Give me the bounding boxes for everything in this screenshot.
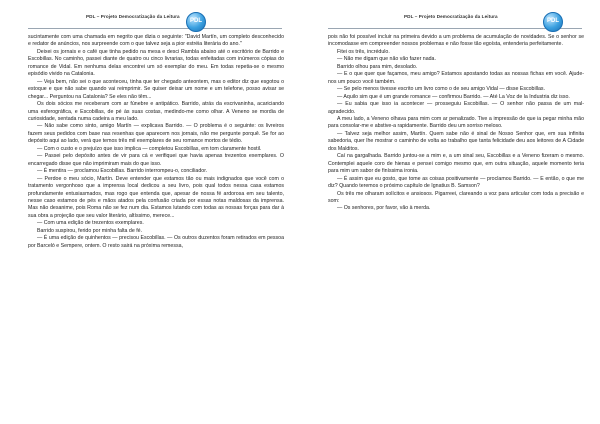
logo-text: PDL — [190, 18, 202, 24]
page-body — [28, 34, 284, 418]
paragraph: Barrido olhou para mim, desolado. — [337, 63, 418, 70]
paragraph: — É mentira — proclamou Escobillas. Barrido interrompeu-o, conciliador. — [37, 168, 208, 175]
paragraph: Barrido suspirou, ferido por minha falta de fé. — [37, 227, 143, 234]
paragraph: A meu lado, a Veneno olhava para mim com ar penalizado. Tive a impressão de que ia pegar minha mão para consolar-me e abstive-a rapidamente. Barrido deu um sorriso meloso. — [328, 115, 584, 130]
paragraph: — É assim que eu gosto, que tome as coisas positivamente — proclamou Barrido. — E então, o que me diz? Quando teremos o próximo capítulo de Ignatius B. Samson? — [328, 175, 584, 190]
paragraph: — Os senhores, por favor, vão à merda. — [337, 205, 431, 212]
paragraph: — Passei pelo depósito antes de vir para cá e verifiquei que havia apenas trezentos exemplares. O encarregado disse que não imprimiram mais do que isso. — [28, 153, 284, 167]
paragraph: — Talvez seja melhor assim, Martín. Quem sabe não é sinal de Nosso Senhor que, em sua infinita sabedoria, quer lhe mostrar o caminho de volta ao trabalho que tanta felicidade deu aos leitores de A Cidade dos Malditos. — [328, 130, 584, 152]
paragraph: Fitei os três, incrédulo. — [337, 48, 390, 55]
logo-text: PDL — [547, 18, 559, 24]
paragraph: — Não me digam que não vão fazer nada. — [337, 56, 436, 63]
header-title: PDL – Projeto Democratização da Leitura — [404, 14, 498, 19]
right-page — [300, 0, 600, 424]
paragraph: sucintamente com uma chamada em negrito que dizia o seguinte: "David Martín, um completo desconhecido e redator de anúncios, nos surpreende com o que talvez seja a pior estréia literária do ano." — [28, 34, 284, 48]
paragraph: pois não foi possível incluir na primeira devido a um problema de acumulação de novidades. Se o senhor se incomodasse em compreender nossos problemas e não fosse tão egoísta, entenderia perfeitamente. — [328, 34, 584, 48]
page-body — [328, 34, 584, 418]
paragraph: — Com uma edição de trezentos exemplares. — [37, 220, 144, 227]
pdl-logo-icon — [543, 12, 563, 32]
paragraph: — Perdoe o meu sócio, Martín. Deve entender que estamos tão ou mais indignados que você com o tratamento vergonhoso que a imprensa local dedicou a seu livro, pois qual todos nessa casa estamos profundamente entusiasmados, mas rogo que entenda que, apesar de nossa fé ardorosa em seu talento, nesse caso estamos de pés e mãos atados pela confusão criada por essas notas maldosas da imprensa. Mas não desanime, pois Roma não se fez num dia. Estamos lutando com todas as nossas forças para dar à sua obra a projeção que seu valor literário, altíssimo, merece... — [28, 175, 284, 219]
paragraph: — Não sabe como sinto, amigo Martín — explicava Barrido. — O problema é o seguinte: os livreiros fazem seus pedidos com base nas resenhas que aparecem nos jornais, não me pergunte porquê. Se for ao depósito aqui ao lado, verá que temos três mil exemplares de seu romance mortos de tédio. — [28, 123, 284, 145]
paragraph: Caí na gargalhada. Barrido juntou-se a mim e, a um sinal seu, Escobillas e a Veneno fizeram o mesmo. Contemplei aquele coro de hienas e pensei comigo mesmo que, em outra situação, aquele momento teria para mim um sabor de finíssima ironia. — [328, 153, 584, 175]
paragraph: Deixei os jornais e o café que tinha pedido na mesa e desci Rambla abaixo até o escritório de Barrido e Escobillas. No caminho, passei diante de quatro ou cinco livrarias, todas enfeitadas com inúmeros cópias do romance de Vidal. Em nenhuma delas encontrei um só exemplar do meu. Em todas repetia-se o mesmo episódio vivido na Catalonia. — [28, 48, 284, 78]
pdl-logo-icon — [186, 12, 206, 32]
paragraph: — Com o custo e o prejuízo que isso implica — completou Escobillas, em tom claramente hostil. — [37, 145, 262, 152]
paragraph: — E o que quer que façamos, meu amigo? Estamos apostando todas as nossas fichas em você. Ajude-nos um pouco você também. — [328, 71, 584, 85]
paragraph: — Aquilo sim que é um grande romance — confirmou Barrido. — Até La Voz de la Industria diz isso. — [337, 93, 570, 100]
paragraph: — É uma edição de quinhentos — precisou Escobillas. — Os outros duzentos foram retirados em pessoa por Barceló e Sempere, ontem. O resto sairá na próxima remessa, — [28, 235, 284, 249]
header-title: PDL – Projeto Democratização da Leitura — [86, 14, 180, 19]
paragraph: — Se pelo menos tivesse escrito um livro como o de seu amigo Vidal — disse Escobillas. — [337, 86, 545, 93]
paragraph: — Veja bem, não sei o que aconteceu, tinha que ter chegado anteontem, mas o editor diz que esgotou o estoque e que não sabe quando vai reimprimir. Se quiser deixar um nome e um telefone, posso avisar se chegar... Perguntou na Catalonia? Se eles não têm... — [28, 78, 284, 100]
page-header — [328, 10, 582, 29]
page-header — [28, 10, 282, 29]
paragraph: — Eu sabia que isso ia acontecer — prosseguiu Escobillas. — O senhor não passa de um mal-agradecido. — [328, 101, 584, 115]
paragraph: Os dois sócios me receberam com ar fúnebre e antipático. Barrido, atrás da escrivaninha, acariciando uma esferográfica, e Escobillas, de pé às suas costas, medindo-me como olhar. A Veneno se mordia de curiosidade, sentada numa cadeira a meu lado. — [28, 101, 284, 122]
paragraph: Os três me olharam solícitos e ansiosos. Pigarreei, clareando a voz para articular com toda a precisão e som: — [328, 190, 584, 204]
